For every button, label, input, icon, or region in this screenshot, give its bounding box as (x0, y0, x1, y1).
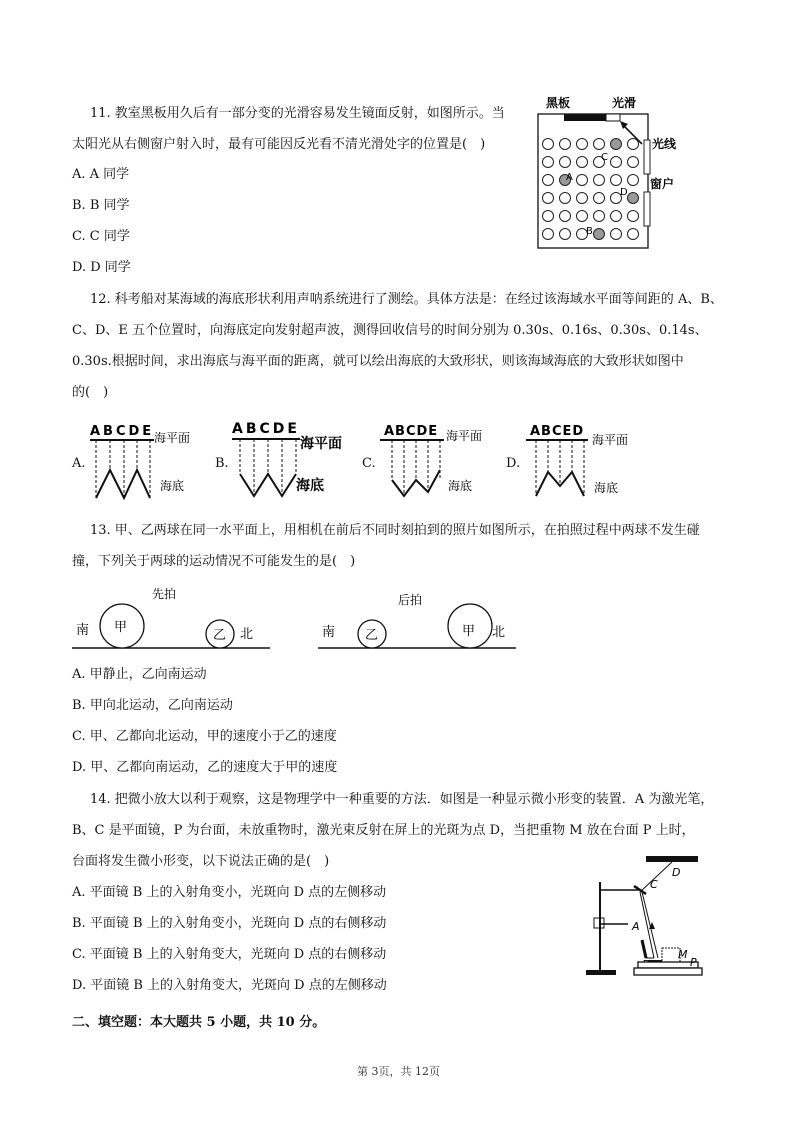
q12-line-3: 0.30s.根据时间，求出海底与海平面的距离，就可以绘出海底的大致形状，则该海域海底的大致形状如图中 (72, 354, 684, 369)
second-photo-title: 后拍 (398, 593, 423, 607)
section-2-heading: 二、填空题：本大题共 5 小题，共 10 分。 (72, 1015, 326, 1030)
label-p: P (690, 956, 697, 969)
q14-line-2: B、C 是平面镜，P 为台面，未放重物时，激光束反射在屏上的光斑为点 D，当把重物 M 放在台面 P 上时， (72, 823, 695, 838)
q14-apparatus-figure (580, 852, 720, 980)
q11-classroom-figure (530, 92, 690, 254)
q13-photos-figure (70, 578, 520, 658)
q11-option-c: C. C 同学 (72, 229, 130, 244)
fig-a-letters: ABCDE (90, 424, 155, 439)
fig-c-sea-label: 海平面 (446, 429, 483, 443)
q12-line-1: 12. 科考船对某海域的海底形状利用声呐系统进行了测绘。具体方法是：在经过该海域水平面等间距的 A、B、 (90, 292, 723, 307)
stand-base (586, 970, 616, 975)
fig-d-floor-label: 海底 (594, 481, 619, 495)
fig-d-letters: ABCED (530, 424, 585, 439)
fig-b-sea-label: 海平面 (300, 436, 342, 452)
fig-c-letters: ABCDE (384, 424, 439, 439)
q13-option-d: D. 甲、乙都向南运动，乙的速度大于甲的速度 (72, 760, 338, 775)
first-photo-title: 先拍 (152, 587, 177, 601)
q12-figure-d (522, 420, 646, 502)
q12-figure-b (230, 418, 354, 502)
label-d: D (672, 866, 681, 879)
label-blackboard: 黑板 (546, 96, 571, 110)
q13-line-1: 13. 甲、乙两球在同一水平面上，用相机在前后不同时刻拍到的照片如图所示，在拍照过程中两球不发生碰 (90, 523, 700, 538)
seat-label-c: C (601, 152, 608, 163)
label-m: M (678, 948, 688, 961)
seat-label-b: B (586, 226, 593, 237)
seat-label-d: D (620, 187, 628, 198)
label-smooth: 光滑 (612, 96, 637, 110)
q12-fig-b-option: B. (215, 456, 229, 471)
label-window: 窗户 (650, 177, 675, 191)
q13-option-a: A. 甲静止，乙向南运动 (72, 667, 207, 682)
q11-option-a: A. A 同学 (72, 167, 130, 182)
second-ball-jia-label: 甲 (462, 624, 476, 639)
q14-line-1: 14. 把微小放大以利于观察，这是物理学中一种重要的方法．如图是一种显示微小形变的装置．A 为激光笔， (90, 792, 714, 807)
fig-b-floor-label: 海底 (296, 478, 324, 494)
first-north-label: 北 (240, 627, 254, 642)
q14-option-b: B. 平面镜 B 上的入射角变小，光斑向 D 点的右侧移动 (72, 916, 387, 931)
q12-line-4: 的( ) (72, 385, 109, 400)
label-light: 光线 (652, 137, 677, 151)
fig-d-sea-label: 海平面 (592, 433, 629, 447)
second-north-label: 北 (492, 625, 506, 640)
first-ball-yi-label: 乙 (213, 628, 227, 643)
q12-figure-a (88, 420, 208, 502)
smooth-area (606, 114, 620, 121)
q12-fig-c-option: C. (362, 456, 376, 471)
q12-figure-c (378, 420, 502, 502)
q11-option-d: D. D 同学 (72, 260, 131, 275)
window-upper (644, 140, 650, 174)
page-footer: 第 3页，共 12页 (357, 1065, 440, 1078)
fig-c-floor-label: 海底 (448, 479, 473, 493)
fig-a-floor-label: 海底 (160, 479, 185, 493)
seat-label-a: A (566, 172, 573, 183)
label-c: C (650, 878, 658, 891)
second-ball-yi-label: 乙 (365, 628, 379, 643)
laser-pen-a (642, 940, 646, 958)
table-p (638, 962, 698, 968)
fig-b-letters: ABCDE (232, 421, 300, 437)
second-south-label: 南 (322, 625, 336, 640)
label-a: A (632, 920, 640, 933)
q14-option-a: A. 平面镜 B 上的入射角变小，光斑向 D 点的左侧移动 (72, 885, 387, 900)
q14-option-c: C. 平面镜 B 上的入射角变大，光斑向 D 点的右侧移动 (72, 947, 387, 962)
q12-line-2: C、D、E 五个位置时，向海底定向发射超声波，测得回收信号的时间分别为 0.30s、0.16s、0.30s、0.14s、 (72, 323, 708, 338)
window-lower (644, 192, 650, 226)
first-ball-jia-label: 甲 (114, 620, 128, 635)
first-south-label: 南 (76, 623, 90, 638)
q14-option-d: D. 平面镜 B 上的入射角变大，光斑向 D 点的左侧移动 (72, 978, 387, 993)
q11-line-1: 11. 教室黑板用久后有一部分变的光滑容易发生镜面反射，如图所示。当 (90, 106, 505, 121)
q13-line-2: 撞，下列关于两球的运动情况不可能发生的是( ) (72, 554, 356, 569)
q13-option-b: B. 甲向北运动，乙向南运动 (72, 698, 233, 713)
screen (646, 856, 698, 862)
fig-a-sea-label: 海平面 (154, 431, 191, 445)
table-base (634, 968, 702, 975)
q12-fig-a-option: A. (72, 456, 86, 471)
q11-line-2: 太阳光从右侧窗户射入时，最有可能因反光看不清光滑处字的位置是( ) (72, 137, 486, 152)
q13-option-c: C. 甲、乙都向北运动，甲的速度小于乙的速度 (72, 729, 337, 744)
q11-option-b: B. B 同学 (72, 198, 130, 213)
q14-line-3: 台面将发生微小形变，以下说法正确的是( ) (72, 854, 330, 869)
q12-fig-d-option: D. (506, 456, 521, 471)
